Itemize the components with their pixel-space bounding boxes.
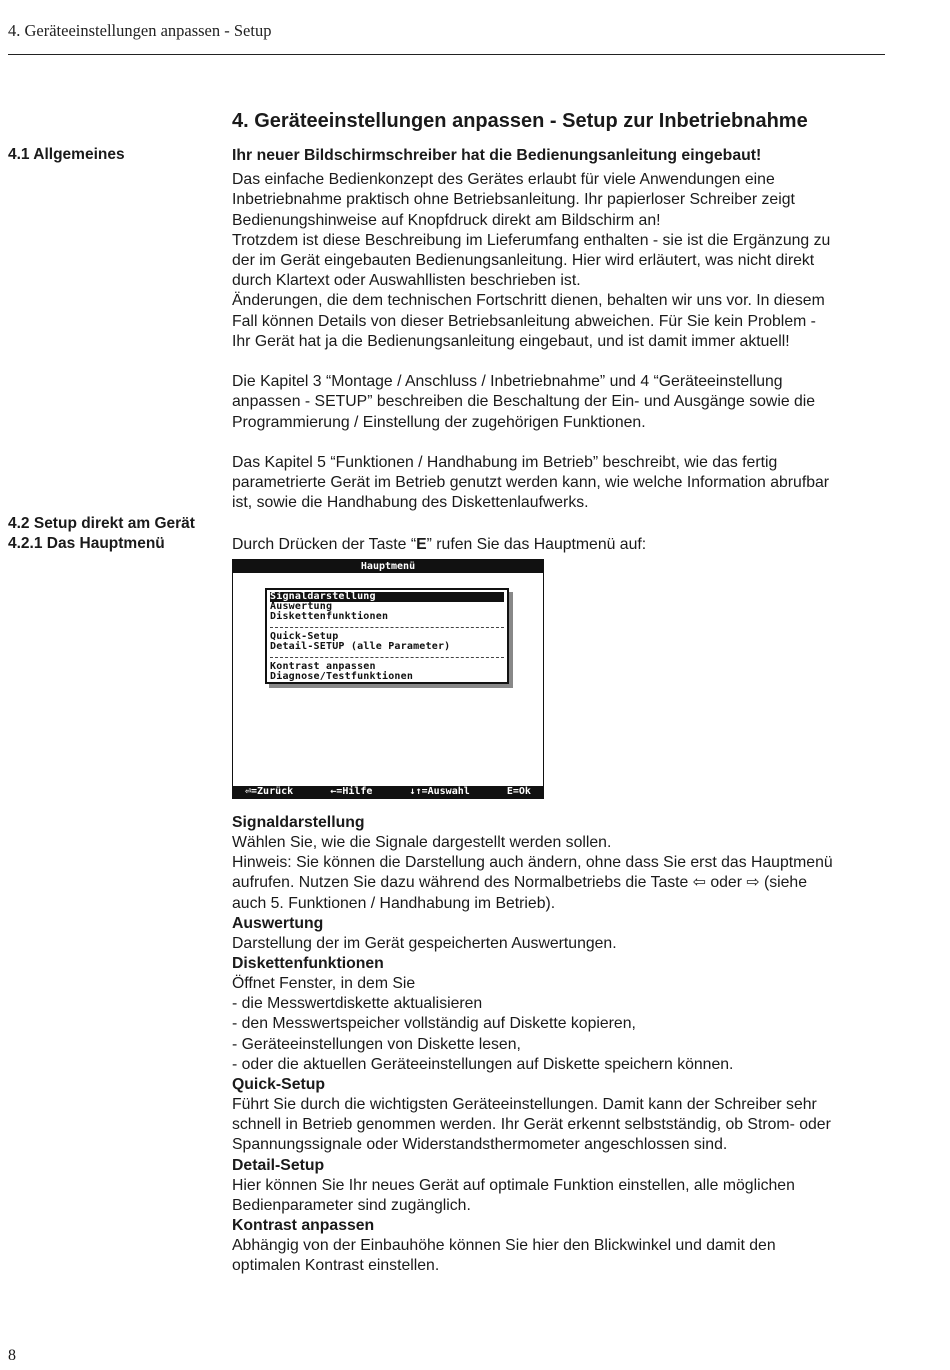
desc-heading-quick-setup: Quick-Setup xyxy=(232,1076,326,1094)
text-line: durch Klartext oder Auswahllisten beschrieben ist. xyxy=(232,272,581,290)
text-line: anpassen - SETUP” beschreiben die Beschaltung der Ein- und Ausgänge sowie die xyxy=(232,393,816,411)
menu-item-auswertung[interactable]: Auswertung xyxy=(270,601,333,612)
desc-body-detail-setup xyxy=(232,1176,892,1216)
text-line: der im Gerät eingebauten Bedienungsanleitung. Hier wird erläutert, was nicht direkt xyxy=(232,252,815,270)
text-line: Das Kapitel 5 “Funktionen / Handhabung im Betrieb” beschreibt, wie das fertig xyxy=(232,454,778,472)
screen-key-legend xyxy=(233,786,543,798)
text-line: Spannungssignale oder Widerstandsthermometer angeschlossen sind. xyxy=(232,1136,728,1154)
legend-ok: E=Ok xyxy=(506,786,531,797)
desc-body-auswertung xyxy=(232,934,892,954)
desc-heading-diskettenfunktionen: Diskettenfunktionen xyxy=(232,955,384,973)
desc-heading-auswertung: Auswertung xyxy=(232,914,324,932)
intro-paragraph-1 xyxy=(232,170,892,352)
text-line: Die Kapitel 3 “Montage / Anschluss / Inbetriebnahme” und 4 “Geräteeinstellung xyxy=(232,373,783,391)
section-heading-4-1: 4.1 Allgemeines xyxy=(8,146,125,163)
desc-body-quick-setup xyxy=(232,1095,892,1156)
text-line: Änderungen, die dem technischen Fortschritt dienen, behalten wir uns vor. In diesem xyxy=(232,292,825,310)
intro-lead: Ihr neuer Bildschirmschreiber hat die Bedienungsanleitung eingebaut! xyxy=(232,147,762,164)
text-line: Fall können Details von dieser Betriebsanleitung abweichen. Für Sie kein Problem - xyxy=(232,312,816,330)
text-line: ist, sowie die Handhabung des Diskettenlaufwerks. xyxy=(232,494,589,512)
text-line: Ihr Gerät hat ja die Bedienungsanleitung eingebaut, und ist damit immer aktuell! xyxy=(232,332,790,350)
text-line: Bedienungshinweise auf Knopfdruck direkt am Bildschirm an! xyxy=(232,211,661,229)
text-line: auch 5. Funktionen / Handhabung im Betrieb). xyxy=(232,894,556,912)
desc-heading-detail-setup: Detail-Setup xyxy=(232,1156,325,1174)
key-e-label: E xyxy=(416,536,427,553)
running-header: 4. Geräteeinstellungen anpassen - Setup xyxy=(8,21,272,40)
page-number: 8 xyxy=(8,1347,16,1364)
desc-heading-signaldarstellung: Signaldarstellung xyxy=(232,814,365,831)
text-line: Hinweis: Sie können die Darstellung auch ändern, ohne dass Sie erst das Hauptmenü xyxy=(232,854,833,872)
section-heading-4-2-1: 4.2.1 Das Hauptmenü xyxy=(8,535,165,552)
key-instruction xyxy=(232,535,892,555)
menu-item-diagnose[interactable]: Diagnose/Testfunktionen xyxy=(270,671,414,682)
menu-separator xyxy=(270,652,504,662)
text-line: Wählen Sie, wie die Signale dargestellt werden sollen. xyxy=(232,834,612,851)
desc-body-signaldarstellung xyxy=(232,833,892,914)
text-line: Führt Sie durch die wichtigsten Geräteeinstellungen. Damit kann der Schreiber sehr xyxy=(232,1096,817,1114)
text-line: - Geräteeinstellungen von Diskette lesen, xyxy=(232,1035,521,1053)
menu-separator xyxy=(270,622,504,632)
text-line: - die Messwertdiskette aktualisieren xyxy=(232,995,483,1013)
legend-select: ↓↑=Auswahl xyxy=(409,786,470,797)
menu-item-quick-setup[interactable]: Quick-Setup xyxy=(270,631,339,642)
text-line: - oder die aktuellen Geräteeinstellungen auf Diskette speichern können. xyxy=(232,1055,734,1073)
text-line: parametrierte Gerät im Betrieb genutzt werden kann, wie welche Information abrufbar xyxy=(232,474,830,492)
desc-heading-kontrast: Kontrast anpassen xyxy=(232,1217,375,1235)
text-line: Inbetriebnahme praktisch ohne Betriebsanleitung. Ihr papierloser Schreiber zeigt xyxy=(232,191,795,209)
text-line: schnell in Betrieb genommen werden. Ihr Gerät erkennt selbstständig, ob Strom- oder xyxy=(232,1116,831,1134)
menu-item-detail-setup[interactable]: Detail-SETUP (alle Parameter) xyxy=(270,641,451,652)
text-line: Bedienparameter sind zugänglich. xyxy=(232,1196,471,1214)
legend-back: ⏎=Zurück xyxy=(245,786,294,797)
text-line: - den Messwertspeicher vollständig auf Diskette kopieren, xyxy=(232,1015,636,1033)
text-line: Programmierung / Einstellung der zugehörigen Funktionen. xyxy=(232,413,646,431)
text-line: Trotzdem ist diese Beschreibung im Lieferumfang enthalten - sie ist die Ergänzung zu xyxy=(232,231,831,249)
text-line: optimalen Kontrast einstellen. xyxy=(232,1257,440,1275)
legend-help: ←=Hilfe xyxy=(330,786,373,797)
desc-body-kontrast xyxy=(232,1236,892,1276)
header-divider xyxy=(8,54,885,55)
chapter-title: 4. Geräteeinstellungen anpassen - Setup zur Inbetriebnahme xyxy=(232,110,808,132)
text-line: Hier können Sie Ihr neues Gerät auf optimale Funktion einstellen, alle möglichen xyxy=(232,1176,795,1194)
section-heading-4-2: 4.2 Setup direkt am Gerät xyxy=(8,515,195,532)
menu-item-kontrast[interactable]: Kontrast anpassen xyxy=(270,661,376,672)
text-line: Das einfache Bedienkonzept des Gerätes erlaubt für viele Anwendungen eine xyxy=(232,171,775,189)
text-line: Abhängig von der Einbauhöhe können Sie hier den Blickwinkel und damit den xyxy=(232,1237,776,1255)
main-menu-screenshot xyxy=(232,559,544,799)
menu-item-diskettenfunktionen[interactable]: Diskettenfunktionen xyxy=(270,611,389,622)
key-instruction-prefix: Durch Drücken der Taste “ xyxy=(232,536,417,553)
menu-item-signaldarstellung[interactable]: Signaldarstellung xyxy=(270,592,504,602)
intro-column xyxy=(232,146,892,514)
main-menu-list xyxy=(265,588,509,684)
text-line: Darstellung der im Gerät gespeicherten Auswertungen. xyxy=(232,934,617,952)
desc-body-diskettenfunktionen xyxy=(232,974,892,1075)
key-instruction-suffix: ” rufen Sie das Hauptmenü auf: xyxy=(426,536,647,553)
text-line: Öffnet Fenster, in dem Sie xyxy=(232,975,416,993)
screen-title: Hauptmenü xyxy=(233,560,543,573)
intro-paragraph-2 xyxy=(232,372,892,433)
menu-descriptions xyxy=(232,813,892,1276)
text-line: aufrufen. Nutzen Sie dazu während des Normalbetriebs die Taste ⇦ oder ⇨ (siehe xyxy=(232,874,807,892)
intro-paragraph-3 xyxy=(232,453,892,514)
